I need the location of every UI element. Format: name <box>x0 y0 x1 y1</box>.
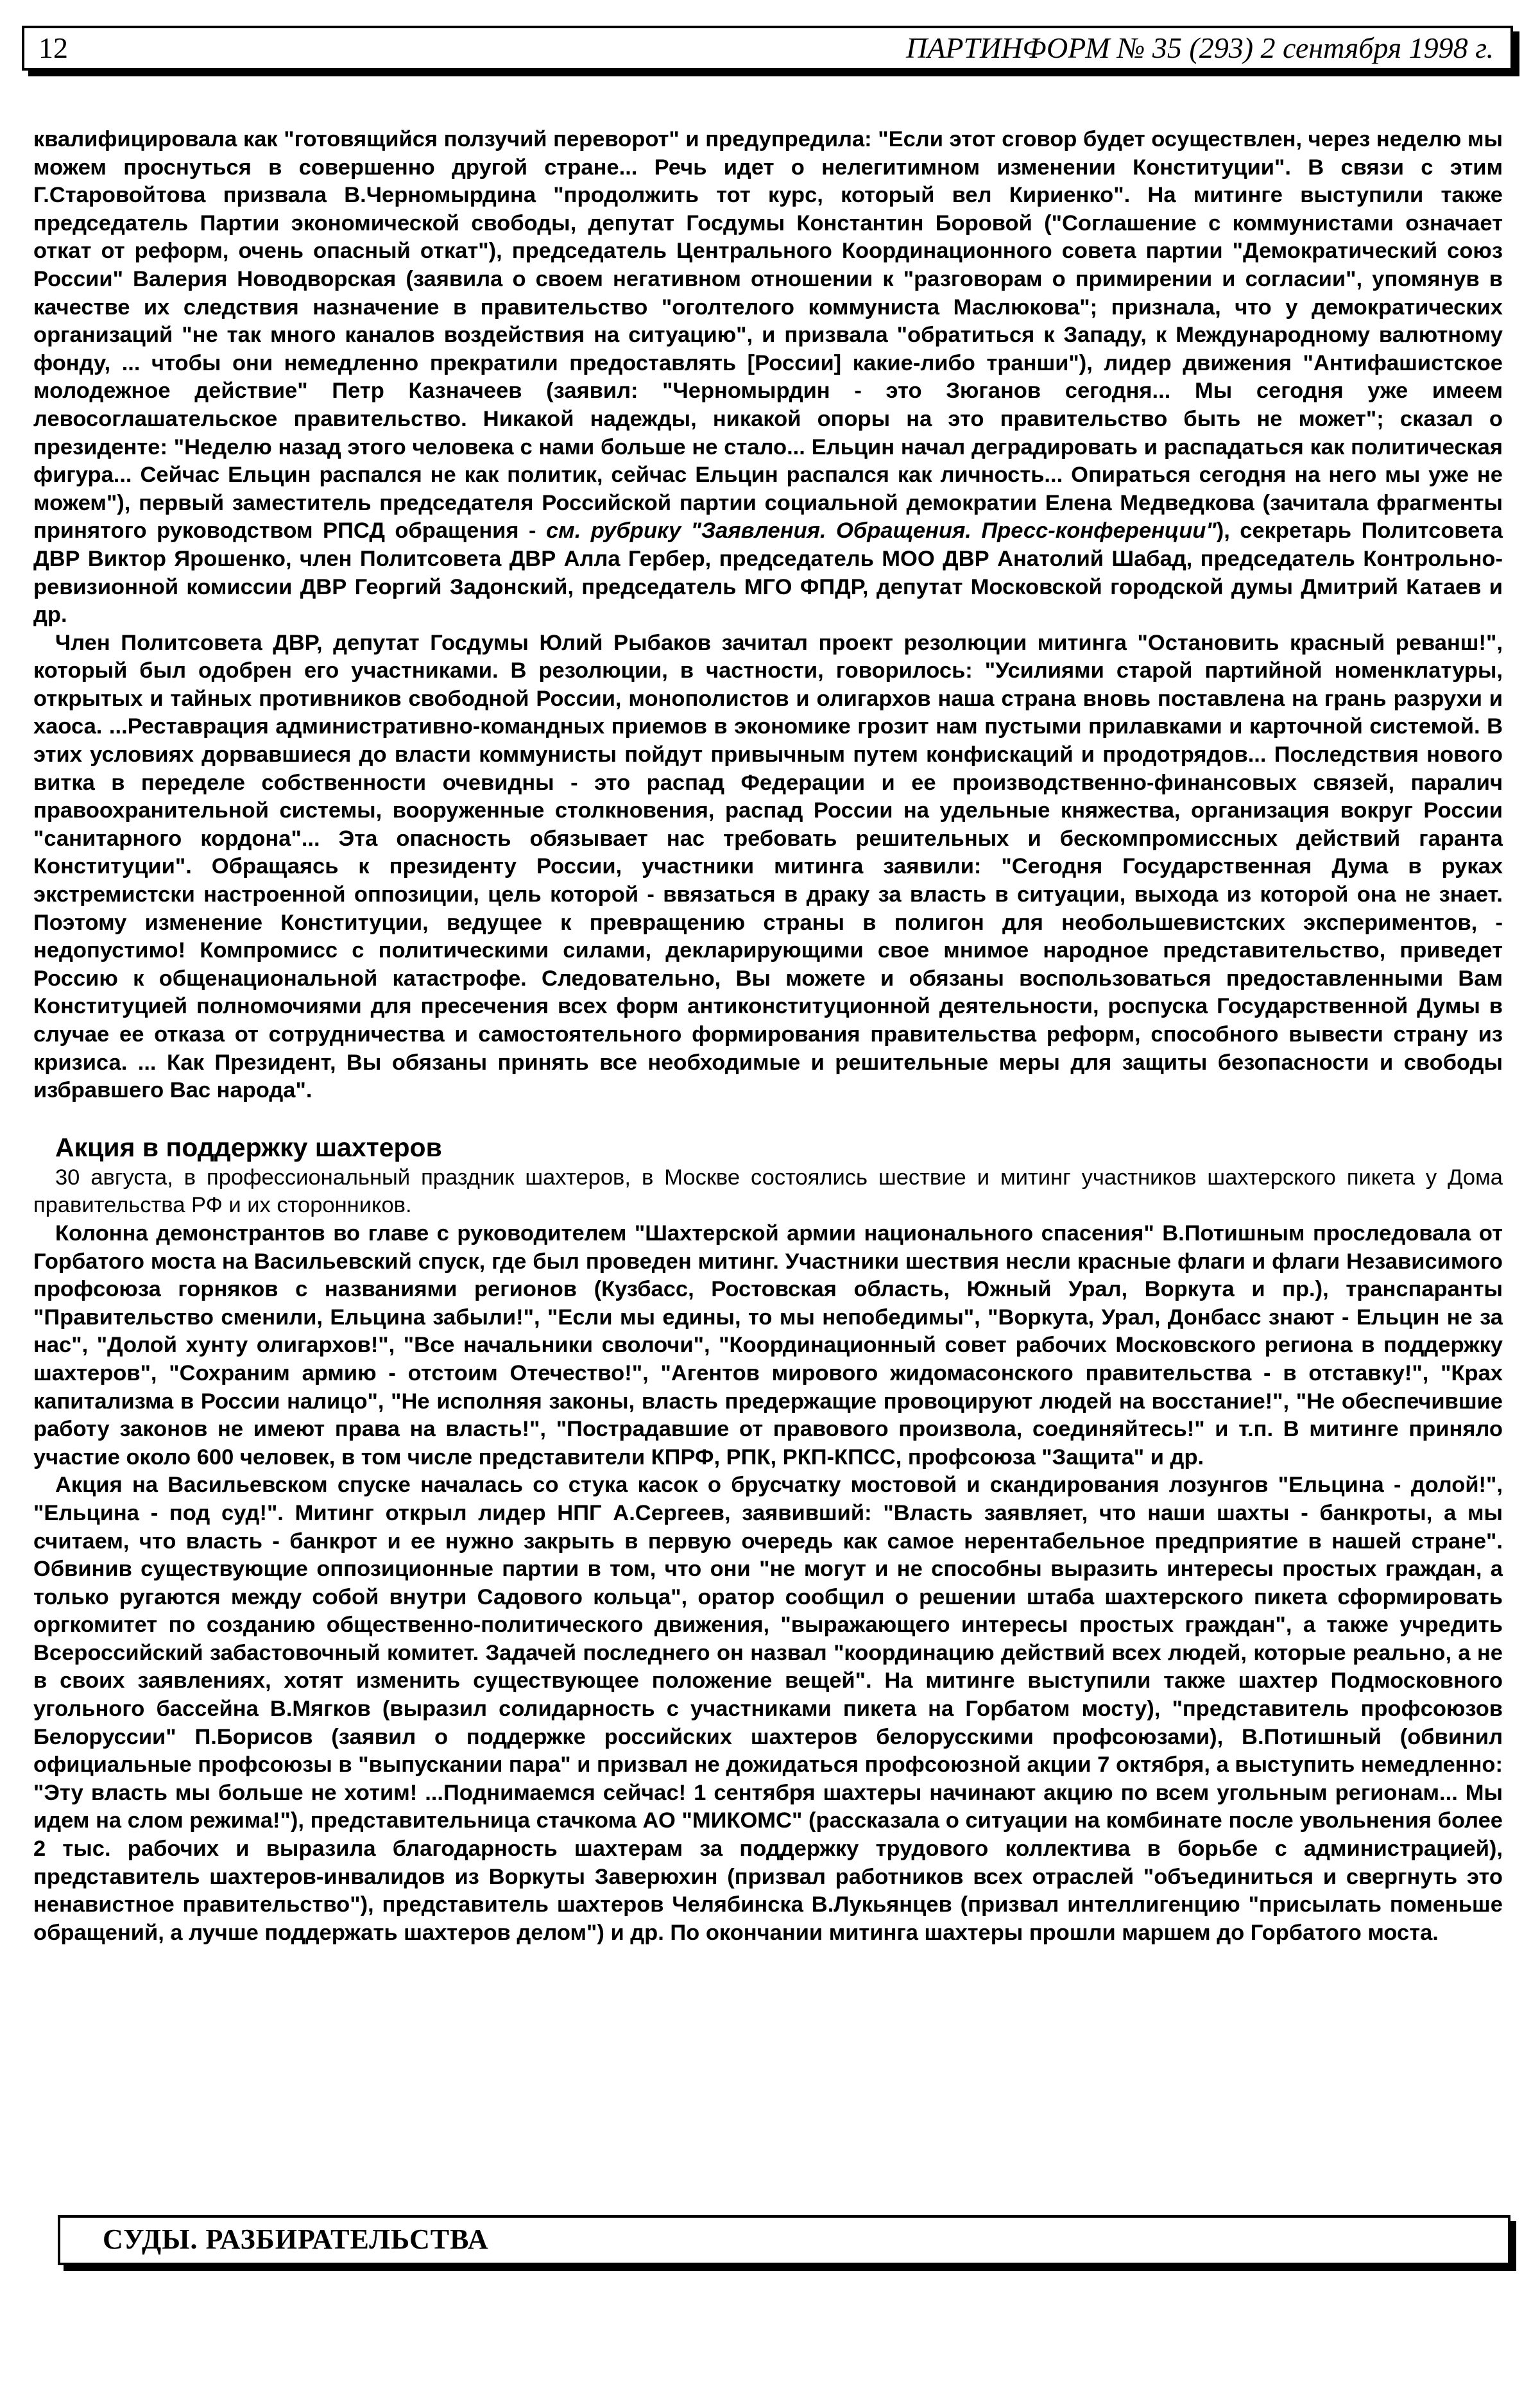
article1-p1-reference: см. рубрику "Заявления. Обращения. Пресс-конференции" <box>545 518 1217 544</box>
section-label: СУДЫ. РАЗБИРАТЕЛЬСТВА <box>103 2223 489 2255</box>
article2-paragraph-1: Колонна демонстрантов во главе с руководителем "Шахтерской армии национального спасения" В.Потишным проследовала от Горбатого моста на Васильевский спуск, где был проведен митинг. Участники шествия несли красные флаги и флаги Независимого профсоюза горняков с названиями регионов (Кузбасс, Ростовская область, Южный Урал, Воркута и пр.), транспаранты "Правительство сменили, Ельцина забыли!", "Если мы едины, то мы непобедимы", "Воркута, Урал, Донбасс знают - Ельцин не за нас", "Долой хунту олигархов!", "Все начальники сволочи", "Координационный совет рабочих Московского региона в поддержку шахтеров", "Сохраним армию - отстоим Отечество!", "Агентов мирового жидомасонского правительства - в отставку!", "Крах капитализма в России налицо", "Не исполняя законы, власть предержащие провоцируют людей на восстание!", "Не обеспечившие работу законов не имеют права на власть!", "Пострадавшие от правового произвола, соединяйтесь!" и т.п. В митинге приняло участие около 600 человек, в том числе представители КПРФ, РПК, РКП-КПСС, профсоюза "Защита" и др. <box>33 1221 1503 1469</box>
article2-lead: 30 августа, в профессиональный праздник шахтеров, в Москве состоялись шествие и митинг участников шахтерского пикета у Дома правительства РФ и их сторонников. <box>33 1165 1503 1218</box>
article2-title: Акция в поддержку шахтеров <box>55 1132 442 1162</box>
page-header <box>22 26 1513 71</box>
publication-title: ПАРТИНФОРМ № 35 (293) 2 сентября 1998 г. <box>906 31 1494 64</box>
section-footer-box <box>58 2215 1510 2265</box>
page-number: 12 <box>38 31 68 64</box>
article1-p1-text-b: ), секретарь Политсовета ДВР Виктор Ярошенко, член Политсовета ДВР Алла Гербер, председатель МОО ДВР Анатолий Шабад, председатель Контрольно-ревизионной комиссии ДВР Георгий Задонский, председатель МГО ФПДР, депутат Московской городской думы Дмитрий Катаев и др. <box>33 518 1503 628</box>
article1-p1-text-a: квалифицировала как "готовящийся ползучий переворот" и предупредила: "Если этот сговор будет осуществлен, через неделю мы можем проснуться в совершенно другой стране... Речь идет о нелегитимном изменении Конституции". В связи с этим Г.Старовойтова призвала В.Черномырдина "продолжить тот курс, который вел Кириенко". На митинге выступили также председатель Партии экономической свободы, депутат Госдумы Константин Боровой ("Соглашение с коммунистами означает откат от реформ, очень опасный откат"), председатель Центрального Координационного совета партии "Демократический союз России" Валерия Новодворская (заявила о своем негативном отношении к "разговорам о примирении и согласии", упомянув в качестве их следствия назначение в правительство "оголтелого коммуниста Маслюкова"; признала, что у демократических организаций "не так много каналов воздействия на ситуацию", и призвала "обратиться к Западу, к Международному валютному фонду, ... чтобы они немедленно прекратили предоставлять [России] какие-либо транши"), лидер движения "Антифашистское молодежное действие" Петр Казначеев (заявил: "Черномырдин - это Зюганов сегодня... Мы сегодня уже имеем левосоглашательское правительство. Никакой надежды, никакой опоры на это правительство быть не может"; сказал о президенте: "Неделю назад этого человека с нами больше не стало... Ельцин начал деградировать и распадаться как политическая фигура... Сейчас Ельцин распался не как политик, сейчас Ельцин распался как личность... Опираться сегодня на него мы уже не можем"), первый заместитель председателя Российской партии социальной демократии Елена Медведкова (зачитала фрагменты принятого руководством РПСД обращения - <box>33 127 1503 544</box>
article1-paragraph-1 <box>33 126 1503 630</box>
article-body <box>33 126 1503 1947</box>
article1-paragraph-2: Член Политсовета ДВР, депутат Госдумы Юлий Рыбаков зачитал проект резолюции митинга "Остановить красный реванш!", который был одобрен его участниками. В резолюции, в частности, говорилось: "Усилиями старой партийной номенклатуры, открытых и тайных противников свободной России, монополистов и олигархов наша страна вновь поставлена на грань разрухи и хаоса. ...Реставрация административно-командных приемов в экономике грозит нам пустыми прилавками и карточной системой. В этих условиях дорвавшиеся до власти коммунисты пойдут привычным путем конфискаций и продотрядов... Последствия нового витка в переделе собственности очевидны - это распад Федерации и ее производственно-финансовых связей, паралич правоохранительной системы, вооруженные столкновения, распад России на удельные княжества, организация вокруг России "санитарного кордона"... Эта опасность обязывает нас требовать решительных и бескомпромиссных действий гаранта Конституции". Обращаясь к президенту России, участники митинга заявили: "Сегодня Государственная Дума в руках экстремистски настроенной оппозиции, цель которой - ввязаться в драку за власть в ситуации, выхода из которой она не знает. Поэтому изменение Конституции, ведущее к превращению страны в полигон для необольшевистских экспериментов, - недопустимо! Компромисс с политическими силами, декларирующими свое мнимое народное представительство, приведет Россию к общенациональной катастрофе. Следовательно, Вы можете и обязаны воспользоваться предоставленными Вам Конституцией полномочиями для пресечения всех форм антиконституционной деятельности, роспуска Государственной Думы в случае ее отказа от сотрудничества и самостоятельного формирования правительства реформ, способного вывести страну из кризиса. ... Как Президент, Вы обязаны принять все необходимые и решительные меры для защиты безопасности и свободы избравшего Вас народа". <box>33 630 1503 1103</box>
article2-paragraph-2: Акция на Васильевском спуске началась со стука касок о брусчатку мостовой и скандирования лозунгов "Ельцина - долой!", "Ельцина - под суд!". Митинг открыл лидер НПГ А.Сергеев, заявивший: "Власть заявляет, что наши шахты - банкроты, а мы считаем, что власть - банкрот и ее нужно закрыть в первую очередь как самое нерентабельное предприятие в нашей стране". Обвинив существующие оппозиционные партии в том, что они "не могут и не способны выразить интересы простых граждан, а только ругаются между собой внутри Садового кольца", оратор сообщил о решении штаба шахтерского пикета сформировать оргкомитет по созданию общественно-политического движения, "выражающего интересы простых граждан", а также учредить Всероссийский забастовочный комитет. Задачей последнего он назвал "координацию действий всех людей, которые реально, а не в своих заявлениях, хотят изменить существующее положение вещей". На митинге выступили также шахтер Подмосковного угольного бассейна В.Мягков (выразил солидарность с участниками пикета на Горбатом мосту), "представитель профсоюзов Белоруссии" П.Борисов (заявил о поддержке российских шахтеров белорусскими профсоюзами), В.Потишный (обвинил официальные профсоюзы в "выпускании пара" и призвал не дожидаться профсоюзной акции 7 октября, а выступить немедленно: "Эту власть мы больше не хотим! ...Поднимаемся сейчас! 1 сентября шахтеры начинают акцию по всем угольным регионам... Мы идем на слом режима!"), представительница стачкома АО "МИКОМС" (рассказала о ситуации на комбинате после увольнения более 2 тыс. рабочих и выразила благодарность шахтерам за поддержку трудового коллектива в борьбе с администрацией), представитель шахтеров-инвалидов из Воркуты Заверюхин (призвал работников всех отраслей "объединиться и свергнуть это ненавистное правительство"), представитель шахтеров Челябинска В.Лукьянцев (призвал интеллигенцию "присылать поменьше обращений, а лучше поддержать шахтеров делом") и др. По окончании митинга шахтеры прошли маршем до Горбатого моста. <box>33 1473 1503 1945</box>
